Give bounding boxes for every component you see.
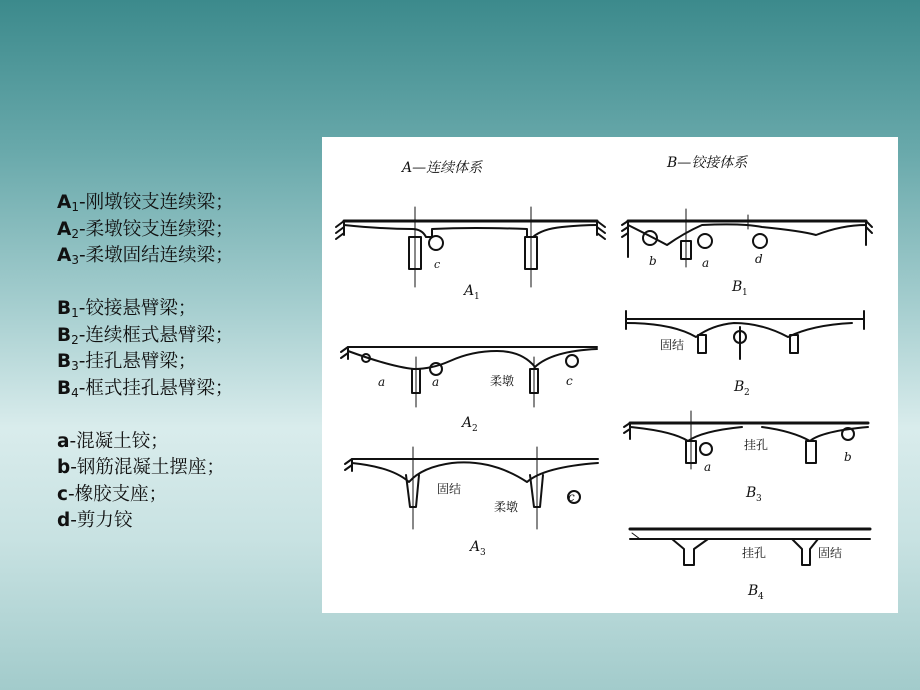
legend-text: -钢筋混凝土摆座； <box>70 457 225 478</box>
label-b: b <box>844 450 852 464</box>
legend-item-b <box>57 455 317 482</box>
label-b: b <box>649 254 657 268</box>
label-suspended-span: 挂孔 <box>744 438 769 452</box>
legend-sub: 1 <box>71 200 79 214</box>
legend-text: -连续框式悬臂梁； <box>78 324 234 346</box>
label-fixed: 固结 <box>660 338 685 352</box>
legend-spacer <box>57 270 317 297</box>
legend-code: B <box>57 351 72 372</box>
diagram-b1 <box>622 209 872 267</box>
caption-b3-sub: 3 <box>756 494 762 504</box>
legend-sub: 4 <box>71 385 79 400</box>
legend-code: c <box>57 483 68 505</box>
label-c: c <box>566 374 573 388</box>
heading-continuous: A—连续体系 <box>402 160 483 176</box>
legend-text: -铰接悬臂梁； <box>78 298 197 319</box>
legend-item-d <box>57 508 317 535</box>
caption-a1-sub: 1 <box>474 292 480 302</box>
legend-text: -挂孔悬臂梁； <box>78 351 197 372</box>
label-c: c <box>434 258 441 271</box>
legend-sub: 3 <box>71 359 79 373</box>
label-suspended-span: 挂孔 <box>742 546 767 560</box>
label-c: c <box>568 490 575 504</box>
legend-item-b1 <box>57 296 317 323</box>
legend-text: -剪力铰 <box>70 510 133 531</box>
caption-b1-sub: 1 <box>742 288 748 298</box>
label-fixed: 固结 <box>437 482 462 496</box>
legend-item-a <box>57 429 317 456</box>
caption-b2-sub: 2 <box>744 388 750 398</box>
legend-sub: 1 <box>71 306 79 320</box>
legend <box>57 190 317 535</box>
label-flexible-pier: 柔墩 <box>490 374 515 388</box>
legend-code: A <box>57 192 72 213</box>
label-a: a <box>702 256 710 270</box>
label-a: a <box>378 375 386 389</box>
legend-spacer <box>57 402 317 429</box>
legend-code: A <box>57 218 72 240</box>
caption-b2: B <box>734 379 745 395</box>
bridge-diagrams-svg <box>322 137 898 613</box>
legend-item-b4 <box>57 376 317 403</box>
legend-item-a3 <box>57 243 317 270</box>
legend-text: -柔墩固结连续梁； <box>78 245 234 266</box>
legend-item-c <box>57 482 317 509</box>
caption-a3: A <box>470 539 481 555</box>
legend-text: -混凝土铰； <box>69 430 169 452</box>
legend-sub: 2 <box>71 226 79 241</box>
legend-code: b <box>57 457 71 478</box>
legend-code: A <box>57 245 72 266</box>
caption-a3-sub: 3 <box>480 548 486 558</box>
caption-b4-sub: 4 <box>758 592 764 602</box>
heading-hinged: B—铰接体系 <box>667 155 748 171</box>
legend-code: d <box>57 510 71 531</box>
label-fixed: 固结 <box>818 546 843 560</box>
caption-b3: B <box>746 485 757 501</box>
label-a: a <box>432 375 440 389</box>
legend-text: -柔墩铰支连续梁； <box>78 218 234 240</box>
legend-code: a <box>57 430 70 452</box>
caption-b1: B <box>732 279 743 295</box>
legend-code: B <box>57 298 72 319</box>
legend-item-b3 <box>57 349 317 376</box>
legend-sub: 2 <box>71 332 79 347</box>
legend-text: -刚墩铰支连续梁； <box>78 192 234 213</box>
label-flexible-pier: 柔墩 <box>494 500 519 514</box>
caption-a2: A <box>462 415 473 431</box>
legend-code: B <box>57 324 72 346</box>
legend-item-a2 <box>57 217 317 244</box>
caption-b4: B <box>748 583 759 599</box>
legend-sub: 3 <box>71 253 79 267</box>
legend-item-b2 <box>57 323 317 350</box>
diagram-a3 <box>345 447 598 529</box>
legend-code: B <box>57 377 72 399</box>
legend-item-a1 <box>57 190 317 217</box>
legend-text: -框式挂孔悬臂梁； <box>78 377 234 399</box>
label-a: a <box>704 460 712 474</box>
label-d: d <box>755 252 763 266</box>
caption-a1: A <box>464 283 475 299</box>
bridge-systems-figure <box>322 137 898 613</box>
caption-a2-sub: 2 <box>472 424 478 434</box>
legend-text: -橡胶支座； <box>67 483 168 505</box>
diagram-a1 <box>336 207 605 287</box>
